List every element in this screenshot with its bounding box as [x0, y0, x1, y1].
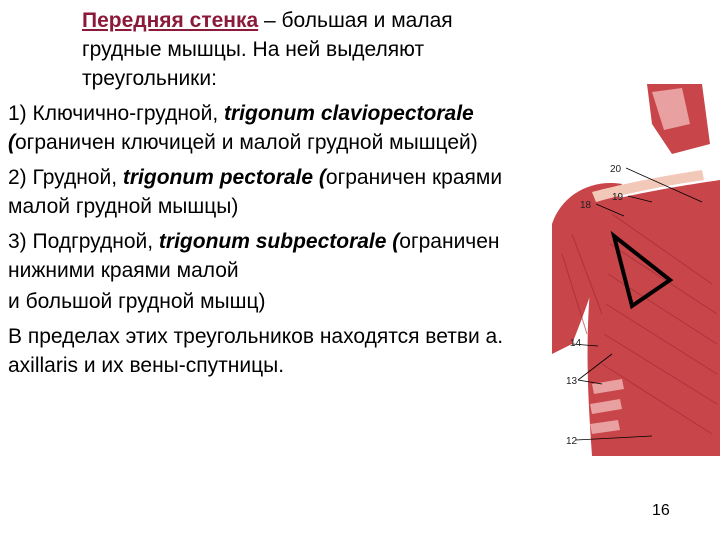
- figure-label-14: 14: [570, 338, 582, 349]
- intro-text: – большая и малая грудные мышцы. На ней выделяют треугольники:: [82, 9, 453, 90]
- figure-label-12: 12: [566, 436, 578, 447]
- figure-label-13: 13: [566, 376, 578, 387]
- slide-text: [8, 6, 538, 386]
- heading: Передняя стенка: [82, 9, 259, 32]
- item-2-latin: trigonum pectorale (: [122, 166, 326, 189]
- pectoral-muscle: [588, 180, 720, 456]
- figure-label-18: 18: [580, 200, 592, 211]
- item-2-prefix: 2) Грудной,: [8, 166, 123, 189]
- item-3-desc: ограничен нижними краями малой: [8, 230, 500, 282]
- list-item-1: [8, 99, 538, 157]
- serratus-muscle: [590, 379, 624, 434]
- chest-muscles-drawing: [552, 84, 720, 456]
- item-2-desc: ограничен краями малой грудной мышцы): [8, 166, 503, 218]
- intro-paragraph: [8, 6, 538, 93]
- item-1-desc: ограничен ключицей и малой грудной мышцей): [15, 131, 478, 154]
- item-1-latin: trigonum claviopectorale (: [8, 102, 474, 154]
- anatomy-illustration: [552, 84, 720, 456]
- list-item-3: [8, 227, 538, 285]
- figure-label-20: 20: [610, 164, 622, 175]
- page-number: 16: [652, 502, 670, 519]
- list-item-3-continuation: и большой грудной мышц): [8, 290, 266, 313]
- list-item-2: [8, 163, 538, 221]
- item-1-prefix: 1) Ключично-грудной,: [8, 102, 224, 125]
- conclusion: В пределах этих треугольников находятся ветви a. axillaris и их вены-спутницы.: [8, 325, 504, 377]
- item-3-latin: trigonum subpectorale (: [158, 230, 400, 253]
- figure-label-19: 19: [612, 192, 624, 203]
- item-3-prefix: 3) Подгрудной,: [8, 230, 159, 253]
